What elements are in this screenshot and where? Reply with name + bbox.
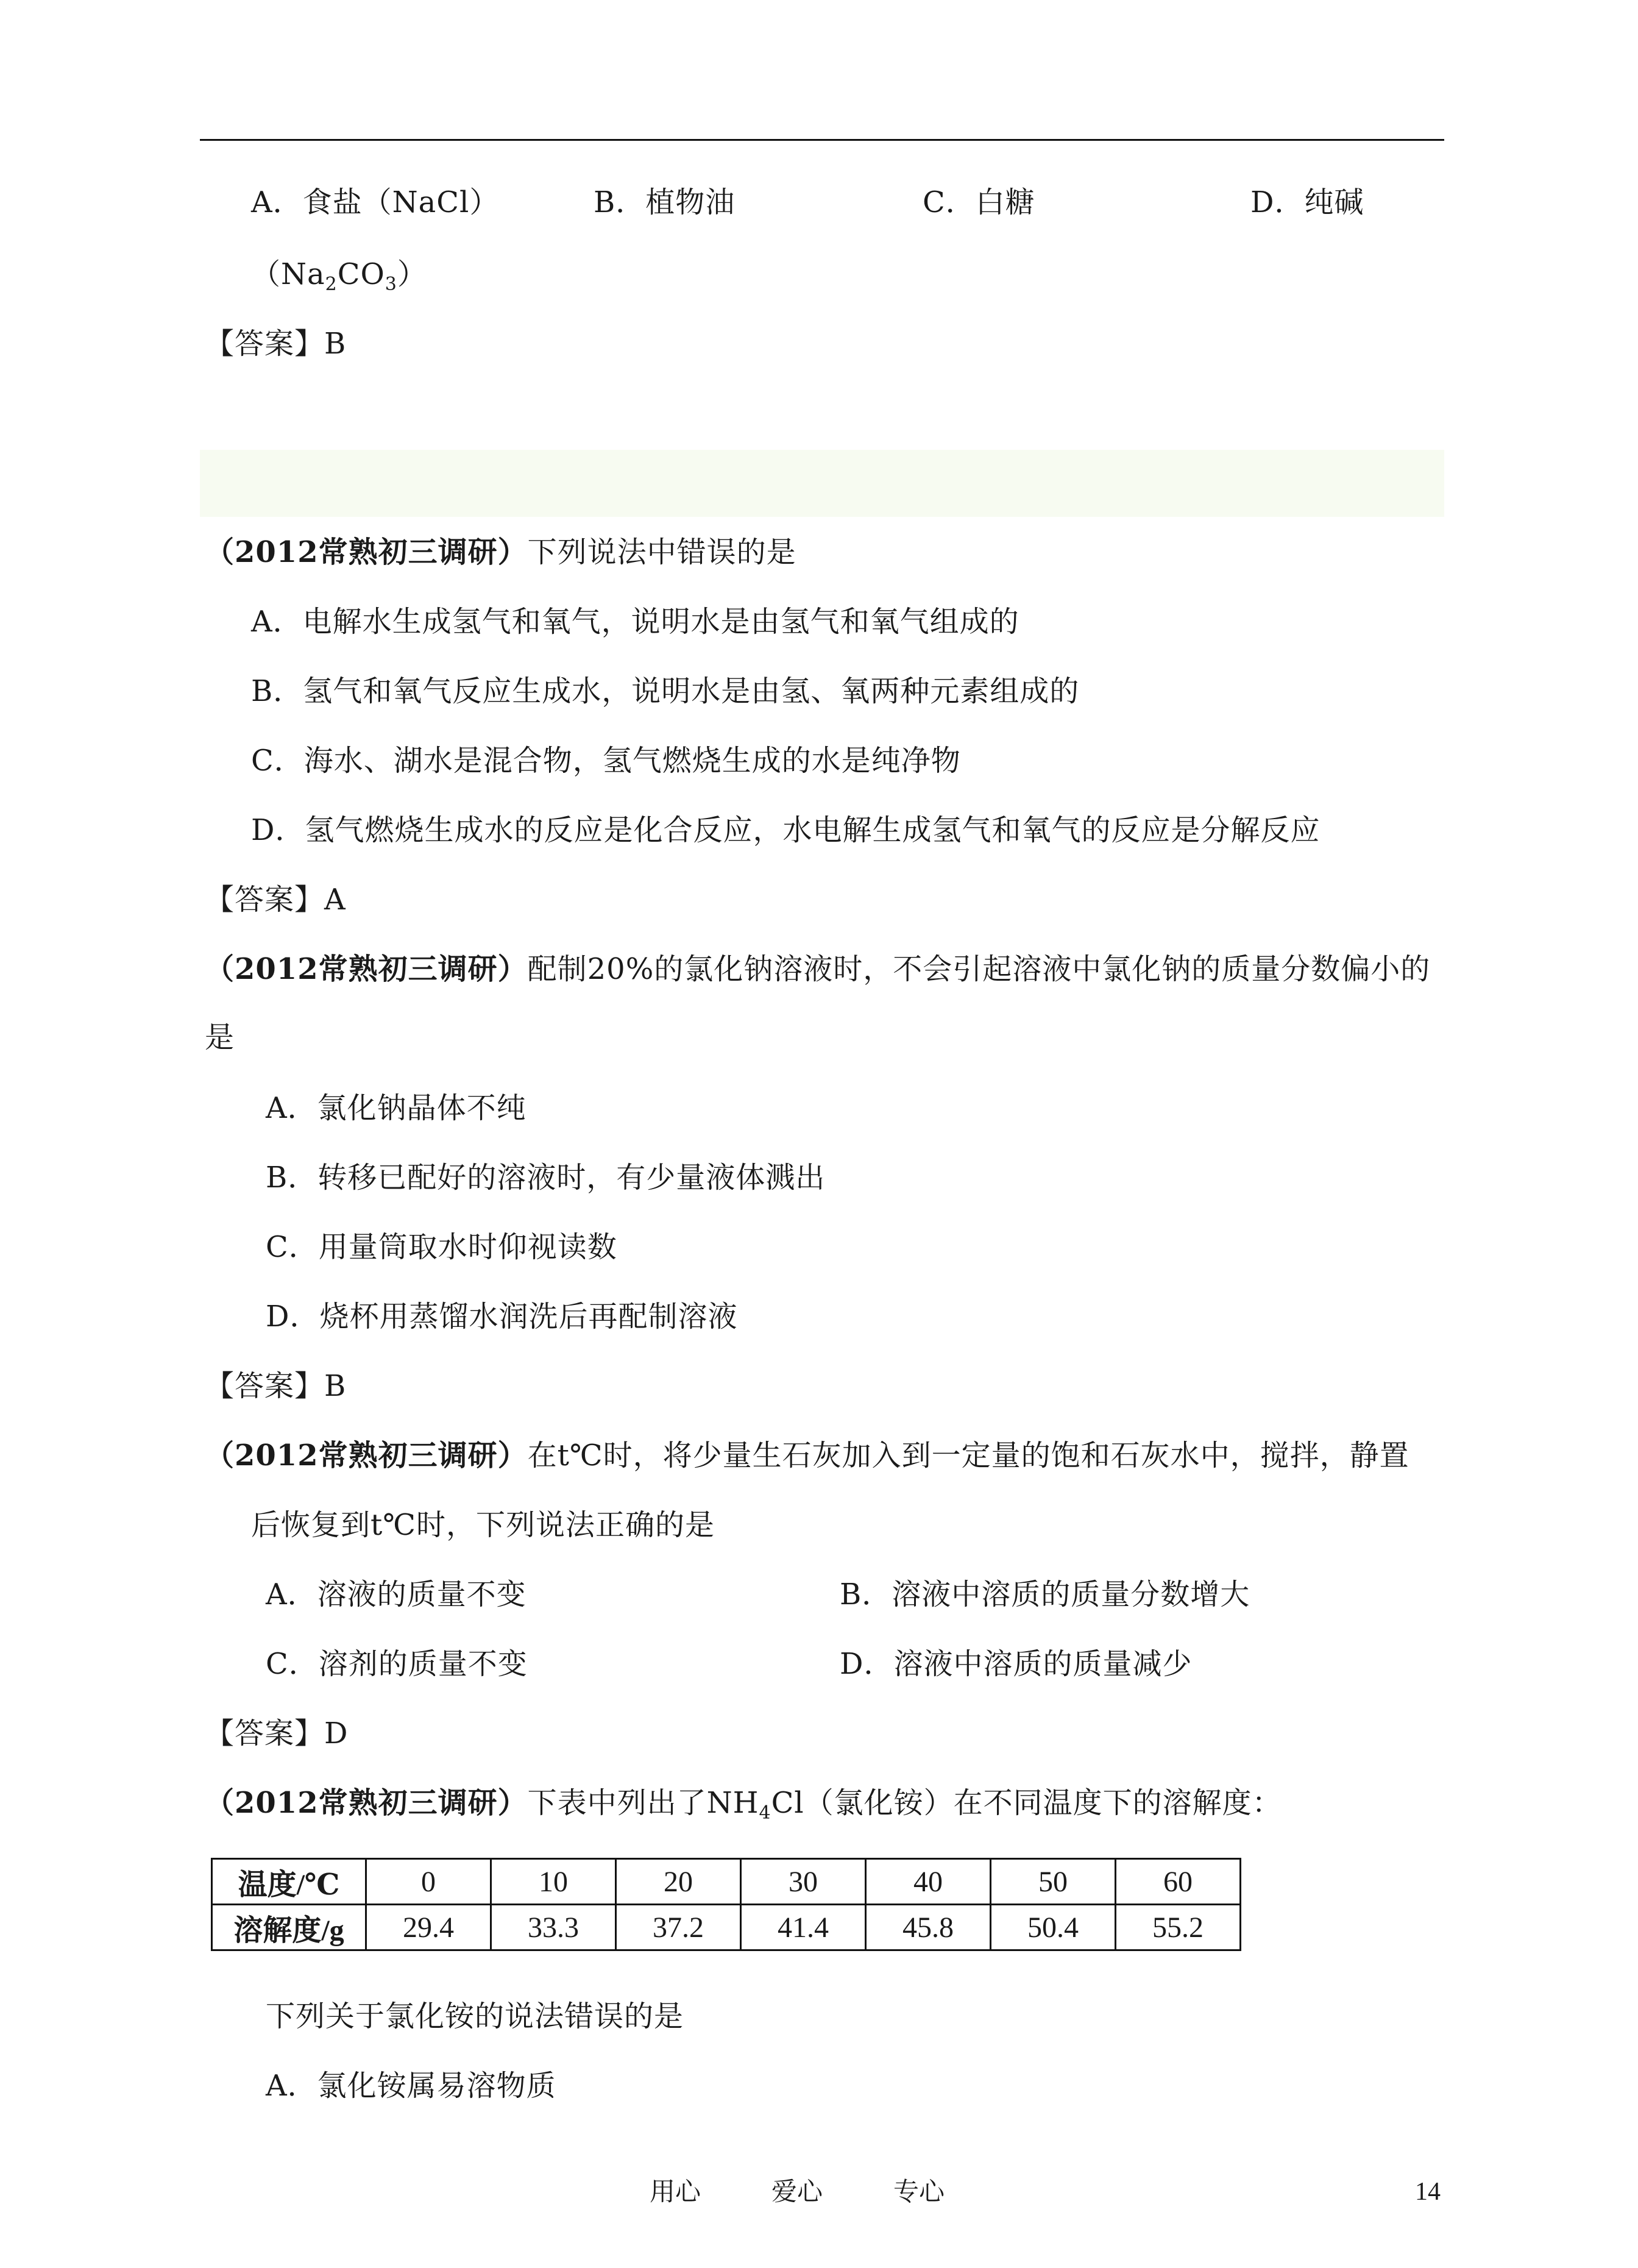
q4-option-a: A．氯化铵属易溶物质: [266, 2069, 556, 2103]
q2-option-c: C．用量筒取水时仰视读数: [266, 1230, 617, 1264]
table-cell: 37.2: [616, 1905, 741, 1950]
question-2: [205, 950, 1430, 989]
footer-motto-3: 专心: [893, 2177, 945, 2206]
answer: 【答案】B: [205, 327, 347, 361]
question-stem: 在t℃时，将少量生石灰加入到一定量的饱和石灰水中，搅拌，静置: [527, 1438, 1409, 1473]
q2-option-a: A．氯化钠晶体不纯: [266, 1091, 526, 1125]
row-header-solubility: 溶解度/g: [212, 1905, 366, 1950]
option-c: C．白糖: [923, 185, 1035, 219]
q3-option-a: A．溶液的质量不变: [266, 1577, 526, 1612]
question-1: [205, 533, 796, 572]
option-a: A．食盐（NaCl）: [251, 185, 500, 219]
option-b: B．植物油: [594, 185, 736, 219]
q2-stem-line2: 是: [205, 1020, 235, 1054]
q1-option-c: C．海水、湖水是混合物，氢气燃烧生成的水是纯净物: [251, 744, 961, 778]
q2-answer: 【答案】B: [205, 1369, 347, 1403]
table-cell: 60: [1116, 1859, 1241, 1905]
q4-follow-up: 下列关于氯化铵的说法错误的是: [266, 1999, 684, 2033]
table-cell: 10: [491, 1859, 616, 1905]
table-cell: 45.8: [866, 1905, 991, 1950]
question-4: [205, 1783, 1282, 1822]
table-cell: 40: [866, 1859, 991, 1905]
solubility-table: [211, 1858, 1241, 1951]
header-rule: [200, 139, 1444, 141]
question-source: （2012常熟初三调研）: [205, 1438, 528, 1473]
row-header-temperature: 温度/℃: [212, 1859, 366, 1905]
table-cell: 0: [366, 1859, 491, 1905]
question-stem: 下列说法中错误的是: [527, 535, 796, 569]
table-row-temperature: [212, 1859, 1241, 1905]
q1-answer: 【答案】A: [205, 883, 346, 917]
q3-answer: 【答案】D: [205, 1716, 349, 1751]
q2-option-d: D．烧杯用蒸馏水润洗后再配制溶液: [266, 1299, 738, 1334]
table-cell: 55.2: [1116, 1905, 1241, 1950]
question-stem-pre: 下表中列出了NH: [527, 1786, 759, 1820]
question-source: （2012常熟初三调研）: [205, 1786, 528, 1820]
question-stem-post: Cl（氯化铵）在不同温度下的溶解度：: [771, 1786, 1282, 1820]
table-cell: 50.4: [991, 1905, 1116, 1950]
table-cell: 29.4: [366, 1905, 491, 1950]
q3-option-d: D．溶液中溶质的质量减少: [840, 1647, 1193, 1681]
q2-option-b: B．转移已配好的溶液时，有少量液体溅出: [266, 1161, 826, 1195]
table-cell: 30: [741, 1859, 866, 1905]
q3-option-c: C．溶剂的质量不变: [266, 1647, 528, 1681]
question-3: [205, 1436, 1409, 1475]
table-cell: 50: [991, 1859, 1116, 1905]
footer-motto-2: 爱心: [771, 2177, 823, 2206]
question-stem: 配制20%的氯化钠溶液时，不会引起溶液中氯化钠的质量分数偏小的: [527, 952, 1431, 986]
table-row-solubility: [212, 1905, 1241, 1950]
q3-stem-line2: 后恢复到t℃时，下列说法正确的是: [251, 1508, 715, 1542]
q1-option-b: B．氢气和氧气反应生成水，说明水是由氢、氧两种元素组成的: [251, 674, 1080, 708]
question-stem-sub: 4: [759, 1802, 771, 1824]
q1-option-a: A．电解水生成氢气和氧气，说明水是由氢气和氧气组成的: [251, 605, 1019, 639]
option-d: D．纯碱: [1250, 185, 1364, 219]
highlight-band: [200, 450, 1444, 517]
page-number: 14: [1415, 2178, 1441, 2206]
table-cell: 33.3: [491, 1905, 616, 1950]
table-cell: 41.4: [741, 1905, 866, 1950]
question-source: （2012常熟初三调研）: [205, 535, 528, 569]
question-source: （2012常熟初三调研）: [205, 952, 528, 986]
footer-motto-1: 用心: [650, 2177, 701, 2206]
q1-option-d: D．氢气燃烧生成水的反应是化合反应，水电解生成氢气和氧气的反应是分解反应: [251, 813, 1321, 847]
option-d-formula: $(Na_2CO_3)$: [251, 257, 427, 295]
q3-option-b: B．溶液中溶质的质量分数增大: [840, 1577, 1250, 1612]
table-cell: 20: [616, 1859, 741, 1905]
